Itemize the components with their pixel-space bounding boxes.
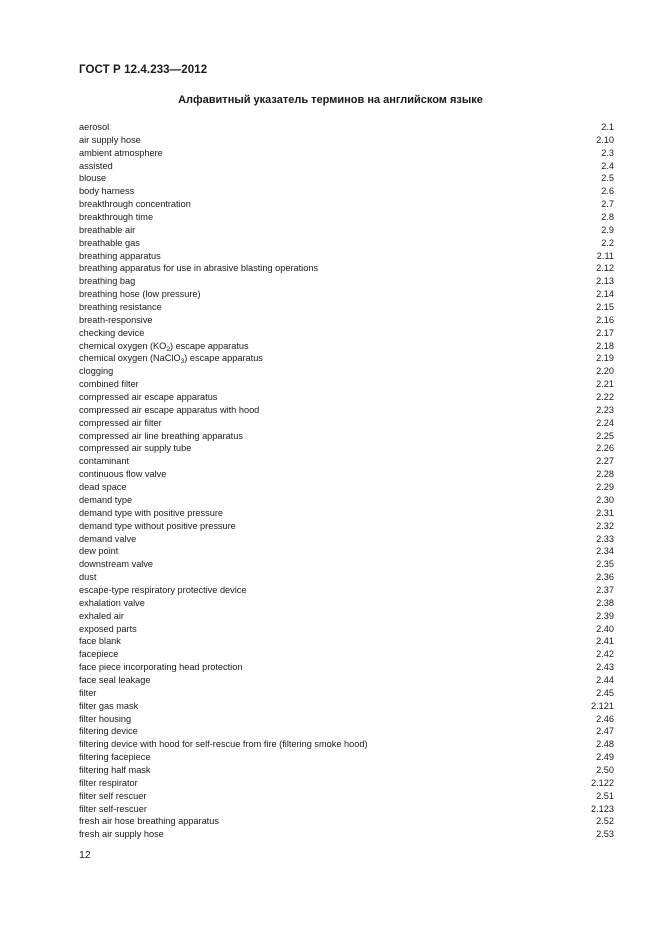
index-term: checking device: [79, 327, 145, 338]
index-term: exhaled air: [79, 610, 124, 621]
index-ref: 2.47: [596, 726, 614, 737]
index-list: [79, 121, 614, 841]
index-entry: [79, 674, 614, 687]
index-entry: [79, 288, 614, 301]
index-entry: [79, 365, 614, 378]
index-ref: 2.26: [596, 443, 614, 454]
index-term: compressed air filter: [79, 417, 162, 428]
index-entry: [79, 430, 614, 443]
index-ref: 2.123: [591, 803, 614, 814]
index-entry: [79, 121, 614, 134]
index-term: face piece incorporating head protection: [79, 662, 243, 673]
index-term: filter gas mask: [79, 700, 139, 711]
index-entry: [79, 777, 614, 790]
index-entry: [79, 340, 614, 353]
index-ref: 2.23: [596, 404, 614, 415]
index-term: face seal leakage: [79, 674, 151, 685]
index-entry: [79, 352, 614, 365]
index-term: downstream valve: [79, 559, 154, 570]
index-ref: 2.40: [596, 623, 614, 634]
index-term: clogging: [79, 366, 114, 377]
index-entry: [79, 468, 614, 481]
index-entry: [79, 275, 614, 288]
index-entry: [79, 803, 614, 816]
index-term: dew point: [79, 546, 119, 557]
index-ref: 2.27: [596, 456, 614, 467]
index-ref: 2.122: [591, 777, 614, 788]
index-term: breathing resistance: [79, 302, 162, 313]
index-ref: 2.48: [596, 739, 614, 750]
index-term: filter housing: [79, 713, 132, 724]
index-ref: 2.43: [596, 662, 614, 673]
index-entry: [79, 520, 614, 533]
index-entry: [79, 751, 614, 764]
index-ref: 2.15: [596, 302, 614, 313]
index-term: breathable gas: [79, 237, 140, 248]
index-ref: 2.35: [596, 559, 614, 570]
index-term: blouse: [79, 173, 107, 184]
index-entry: [79, 160, 614, 173]
index-term: demand type without positive pressure: [79, 520, 236, 531]
index-ref: 2.7: [601, 199, 614, 210]
index-entry: [79, 661, 614, 674]
index-term: breathing apparatus for use in abrasive blasting operations: [79, 263, 319, 274]
index-ref: 2.1: [601, 122, 614, 132]
index-term: filtering device with hood for self-rescue from fire (filtering smoke hood): [79, 739, 368, 750]
index-term: filter self rescuer: [79, 790, 147, 801]
index-entry: [79, 725, 614, 738]
index-entry: [79, 623, 614, 636]
index-entry: [79, 635, 614, 648]
index-term: compressed air line breathing apparatus: [79, 430, 243, 441]
index-term: contaminant: [79, 456, 130, 467]
index-entry: [79, 250, 614, 263]
index-entry: [79, 134, 614, 147]
document-code: ГОСТ Р 12.4.233—2012: [79, 64, 208, 76]
index-entry: [79, 507, 614, 520]
index-term: breakthrough concentration: [79, 199, 191, 210]
index-entry: [79, 147, 614, 160]
index-ref: 2.13: [596, 276, 614, 287]
index-ref: 2.46: [596, 713, 614, 724]
index-entry: [79, 815, 614, 828]
index-ref: 2.42: [596, 649, 614, 660]
index-term: ambient atmosphere: [79, 147, 163, 158]
index-entry: [79, 584, 614, 597]
index-ref: 2.11: [596, 250, 614, 261]
index-entry: [79, 211, 614, 224]
index-ref: 2.31: [596, 507, 614, 518]
index-entry: [79, 494, 614, 507]
index-ref: 2.28: [596, 469, 614, 480]
index-ref: 2.5: [601, 173, 614, 184]
index-ref: 2.2: [601, 237, 614, 248]
index-term: demand type with positive pressure: [79, 507, 224, 518]
index-entry: [79, 597, 614, 610]
index-entry: [79, 237, 614, 250]
index-entry: [79, 558, 614, 571]
index-term: breath-responsive: [79, 314, 153, 325]
index-term: fresh air hose breathing apparatus: [79, 816, 219, 827]
index-entry: [79, 764, 614, 777]
index-ref: 2.50: [596, 764, 614, 775]
index-ref: 2.51: [596, 790, 614, 801]
index-entry: [79, 378, 614, 391]
index-entry: [79, 790, 614, 803]
index-entry: [79, 301, 614, 314]
index-ref: 2.9: [601, 224, 614, 235]
index-ref: 2.12: [596, 263, 614, 274]
index-entry: [79, 404, 614, 417]
index-ref: 2.32: [596, 520, 614, 531]
index-entry: [79, 738, 614, 751]
index-ref: 2.36: [596, 572, 614, 583]
index-term: air supply hose: [79, 134, 141, 145]
index-term: demand type: [79, 494, 133, 505]
page-number: 12: [79, 849, 91, 861]
index-ref: 2.6: [601, 186, 614, 197]
index-term: body harness: [79, 186, 135, 197]
index-ref: 2.3: [601, 147, 614, 158]
index-term: escape-type respiratory protective device: [79, 584, 247, 595]
index-ref: 2.33: [596, 533, 614, 544]
index-term: exhalation valve: [79, 597, 145, 608]
index-title: Алфавитный указатель терминов на английском языке: [178, 94, 483, 106]
index-ref: 2.18: [596, 340, 614, 351]
index-entry: [79, 314, 614, 327]
index-ref: 2.38: [596, 597, 614, 608]
index-ref: 2.41: [596, 636, 614, 647]
index-term: compressed air escape apparatus with hood: [79, 404, 260, 415]
index-term: filtering half mask: [79, 764, 151, 775]
index-entry: [79, 571, 614, 584]
index-ref: 2.44: [596, 674, 614, 685]
index-ref: 2.10: [596, 134, 614, 145]
index-term: chemical oxygen $(KO_2)$ escape apparatus: [79, 340, 249, 353]
index-term: breathing apparatus: [79, 250, 161, 261]
index-ref: 2.24: [596, 417, 614, 428]
index-term: breathing bag: [79, 276, 136, 287]
index-ref: 2.53: [596, 829, 614, 840]
index-term: filtering facepiece: [79, 752, 151, 763]
index-entry: [79, 327, 614, 340]
index-entry: [79, 185, 614, 198]
index-term: filter: [79, 687, 97, 698]
index-term: filtering device: [79, 726, 138, 737]
index-term: dead space: [79, 482, 127, 493]
index-ref: 2.30: [596, 494, 614, 505]
index-ref: 2.19: [596, 353, 614, 364]
index-term: demand valve: [79, 533, 137, 544]
index-ref: 2.8: [601, 212, 614, 223]
index-term: face blank: [79, 636, 121, 647]
index-ref: 2.49: [596, 752, 614, 763]
index-term: breakthrough time: [79, 212, 154, 223]
index-entry: [79, 172, 614, 185]
index-term: filter self-rescuer: [79, 803, 147, 814]
index-term: combined filter: [79, 379, 139, 390]
index-entry: [79, 828, 614, 841]
index-ref: 2.4: [601, 160, 614, 171]
index-ref: 2.52: [596, 816, 614, 827]
index-ref: 2.29: [596, 482, 614, 493]
index-term: fresh air supply hose: [79, 829, 164, 840]
index-entry: [79, 198, 614, 211]
index-entry: [79, 391, 614, 404]
index-ref: 2.45: [596, 687, 614, 698]
index-ref: 2.39: [596, 610, 614, 621]
index-entry: [79, 713, 614, 726]
index-entry: [79, 442, 614, 455]
index-term: compressed air escape apparatus: [79, 392, 218, 403]
index-term: aerosol: [79, 122, 110, 132]
index-entry: [79, 610, 614, 623]
index-ref: 2.34: [596, 546, 614, 557]
index-ref: 2.25: [596, 430, 614, 441]
index-term: breathing hose (low pressure): [79, 289, 201, 300]
index-entry: [79, 533, 614, 546]
index-ref: 2.37: [596, 584, 614, 595]
index-entry: [79, 700, 614, 713]
index-entry: [79, 648, 614, 661]
index-term: chemical oxygen (NaClO$_3$) escape apparatus: [79, 353, 263, 366]
index-term: exposed parts: [79, 623, 137, 634]
index-ref: 2.17: [596, 327, 614, 338]
index-ref: 2.16: [596, 314, 614, 325]
index-ref: 2.21: [596, 379, 614, 390]
index-entry: [79, 481, 614, 494]
index-ref: 2.14: [596, 289, 614, 300]
index-term: facepiece: [79, 649, 119, 660]
index-entry: [79, 545, 614, 558]
index-term: continuous flow valve: [79, 469, 167, 480]
index-ref: 2.121: [591, 700, 614, 711]
index-term: dust: [79, 572, 97, 583]
index-entry: [79, 687, 614, 700]
index-term: filter respirator: [79, 777, 138, 788]
index-entry: [79, 224, 614, 237]
index-entry: [79, 417, 614, 430]
index-ref: 2.22: [596, 392, 614, 403]
index-term: assisted: [79, 160, 113, 171]
index-entry: [79, 455, 614, 468]
index-term: compressed air supply tube: [79, 443, 192, 454]
index-entry: [79, 262, 614, 275]
index-ref: 2.20: [596, 366, 614, 377]
index-term: breathable air: [79, 224, 136, 235]
